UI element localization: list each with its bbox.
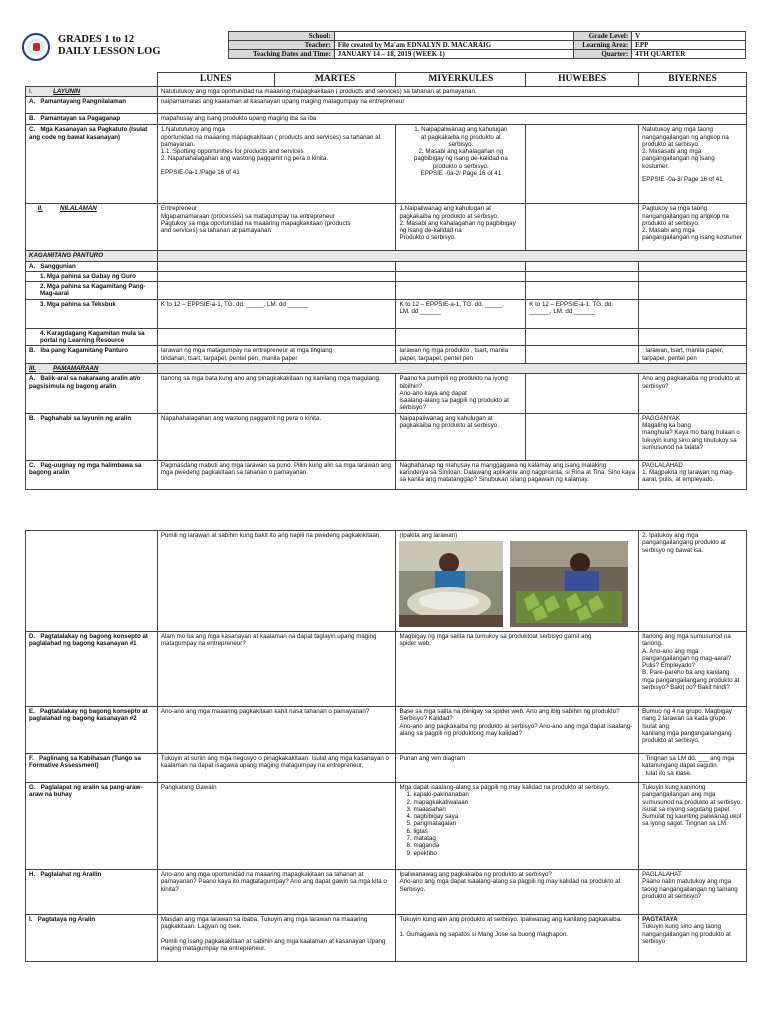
row-letter: A. <box>29 375 36 383</box>
row-label: Pagtatalakay ng bagong konsepto at paglalahad ng bagong kasanayan #1 <box>29 633 148 648</box>
fri-pagtatalakay-2: Bumuo ng 4 na grupo. Magbigay nang 2 larawan sa kada grupo. Isulat ang kanilang mga pangangailangang produkto at serbisyo. <box>639 707 747 754</box>
row-text: mapahusay ang isang produkto upang maging iba sa iba <box>157 114 746 125</box>
mon-nilalaman: Entrepreneur Mgapamamaraan (processes) sa matagumpay na entrepreneur Pagtukoy sa mga oportunidad na maaaring mapagkakitaan (products and services) sa tahanan at pamayanan <box>157 204 396 251</box>
thu-teksbuk: K to 12 – EPPSIE-a-1, TG. dd. ______, LM. dd ______ <box>526 299 639 328</box>
row-nilalaman <box>26 204 747 251</box>
fri-pag-uugnay: PAGLALAHAD 1. Magpakita ng larawan ng mag-aaral, pulis, at empleyado. <box>639 460 747 489</box>
row-label: 2. Mga pahina sa Kagamitang Pang-Mag-aaral <box>26 282 158 300</box>
row-paglinang <box>26 754 747 783</box>
fri-paglinang: . Tingnan sa LM dd. ___ ang mga katanungang dapat sagutin. . Iulat ito sa klase. <box>639 754 747 783</box>
nilalaman-heading: NILALAMAN <box>59 205 97 213</box>
day-lunes: LUNES <box>157 73 274 87</box>
wed-nilalaman: 1.Naipaliwanag ang kahulugan at pagkakaiba ng produkto at serbisyo. 2. Masabi ang kahalagahan ng pagbibigay ng isang de-kalidad na Produkto o serbisyo. <box>396 204 526 251</box>
pamamaraan-heading: PAMAMARAAN <box>53 364 99 372</box>
wed-pag-uugnay: Naghahanap ng mahusay na manggagawa ng kalamay ang isang malaking karinderya sa Siniloan. Dalawang aplikante ang nagprisinta, si Rina at Tina. Sino kaya sa kanila ang matatanggap? Sinubukan silang pagawain ng kalamay. <box>396 460 639 489</box>
mon-pagtatalakay-1: Alam mo ba ang mga kasanayan at kaalaman na dapat taglayin upang maging matagumpay na entrepreneur? <box>157 632 396 707</box>
wed-paghahabi: Naipapaliwanag ang kahulugan at pagkakaiba ng produkto at serbisyo. <box>396 413 526 460</box>
mon-continued: Pumili ng larawan at sabihin kung bakit ito ang napili na pwedeng pagkakikitaan. <box>157 531 396 632</box>
row-label: Iba pang Kagamitang Panturo <box>40 347 129 355</box>
row-pag-uugnay <box>26 460 747 489</box>
row-label: Pagtataya ng Aralin <box>37 916 96 923</box>
row-kagamitang-mag-aaral <box>26 282 747 300</box>
row-paglalahat <box>26 870 747 915</box>
row-pamantayang-pangnilalaman <box>26 97 747 114</box>
wed-paglinang: Punan ang ven diagram <box>396 754 639 783</box>
list-item: 2. mapagkakatiwalaan <box>413 799 635 806</box>
wed-pagtataya: Tukuyin kung alin ang produkto at serbisyo. Ipaliwanag ang kanilang pagkakaiba. 1. Gumagawa ng sapatos si Mang Jose sa buong maghapon. <box>396 915 639 962</box>
row-gabay-guro <box>26 271 747 281</box>
mon-pagtatalakay-2: Ano-ano ang mga maaaring pagkakitaan kahit nasa tahanan o pamayanan? <box>157 707 396 754</box>
row-teksbuk <box>26 299 747 328</box>
row-letter: H. <box>29 871 36 878</box>
document-title <box>58 34 161 58</box>
row-pagtatalakay-2 <box>26 707 747 754</box>
day-martes: MARTES <box>274 73 396 87</box>
list-item: 8. maganda <box>413 842 635 849</box>
row-label: Sanggunian <box>40 262 76 270</box>
fri-continued: 2. Ipatukoy ang mga pangangailangang produkto at serbisyo ng bawat isa. <box>639 531 747 632</box>
fri-iba-kagamitan: : larawan, tsart, manila paper, tarpapel, pentel pen <box>639 346 747 364</box>
fri-nilalaman: Pagtukoy sa mga taong nangangailangan ng angkop na produkto at serbisyo. 2. Masabi ang mga pangangailangan ng isang kostumer <box>639 204 747 251</box>
row-label: 4. Karagdagang Kagamitan mula sa portal ng Learning Resource <box>26 328 158 346</box>
row-label: Balik-aral sa nakaraang aralin at/o pagsisimula ng bagong aralin <box>29 375 141 390</box>
layunin-text: Natututukoy ang mga oportunidad na maaaring mapagkakitaan ( products and services) sa tahanan at pamayanan. <box>157 87 746 97</box>
row-label: Pag-uugnay ng mga halimbawa sa bagong aralin <box>29 461 142 477</box>
row-label: Pamantayan sa Pagaganap <box>40 115 121 123</box>
lesson-table-page1 <box>25 72 747 490</box>
wed-paglalapat-intro: Mga dapat isaalang-alang sa pagpili ng may kalidad na produkto at serbisyo. <box>399 784 610 791</box>
title-dll: DAILY LESSON LOG <box>58 46 161 57</box>
mon-paglalahat: Ano-ano ang mga oportunidad na maaaring mapagkakitaan sa tahanan at pamayanan? Paano kaya ito magtatagumpay? Ano ang dapat gawin sa mga kita o kinita? <box>157 870 396 915</box>
day-miyerkules: MIYERKULES <box>396 73 526 87</box>
row-text: naipamamalas ang kaalaman at kasanayan upang maging matagumpay na entrepreneur <box>157 97 746 114</box>
wed-balik-aral: Paano ka pumipili ng produkto na iyong bibilhin? Ano-ano kaya ang dapat isaalang-alang sa pagpili ng produkto at serbisyo? <box>396 374 526 413</box>
day-biyernes: BIYERNES <box>639 73 747 87</box>
row-letter: F. <box>29 755 34 762</box>
dates-value: JANUARY 14 – 18, 2019 (WEEK 1) <box>334 50 573 59</box>
row-label: Pagtatalakay ng bagong konsepto at paglalahad ng bagong kasanayan #2 <box>29 708 148 723</box>
mon-objectives: 1.Natututukoy ang mga oportunidad na maaaring mapagkakitaan ( products and services) sa tahanan at pamayanan. 1.1. Spotting opportunities for products and services 2. Napahahalagahan ang wastong paggamit ng pera o kinita. <box>160 126 381 163</box>
row-karagdagang-kagamitan <box>26 328 747 346</box>
row-kasanayan <box>26 125 747 204</box>
mon-teksbuk: K to 12 – EPPSIE-a-1, TG. dd. _____, LM. dd ______ <box>157 299 396 328</box>
wed-teksbuk: K to 12 – EPPSIE-a-1, TG. dd. _____, LM. dd ______ <box>396 299 526 328</box>
row-letter: C. <box>29 126 36 134</box>
fri-paglalapat: Tukuyin kung kaninong pangangailangan ang mga sumusunod na produkto at serbisyo. Isulat sa inyong sagutang papel. Sumulat ng kaunting paliwanag ukol sa iyong sagot. Tingnan sa LM. <box>639 783 747 870</box>
row-pagtataya <box>26 915 747 962</box>
quarter-label: Quarter: <box>574 50 632 59</box>
row-letter: C. <box>29 461 36 469</box>
row-balik-aral <box>26 374 747 413</box>
day-huwebes: HUWEBES <box>526 73 639 87</box>
row-label: 1. Mga pahina sa Gabay ng Guro <box>26 271 158 281</box>
row-layunin <box>26 87 747 97</box>
row-letter: E. <box>29 708 35 715</box>
fri-balik-aral: Ano ang pagkakaiba ng produkto at serbisyo? <box>639 374 747 413</box>
row-letter: B. <box>29 115 36 123</box>
photo-woman-preparing-food <box>399 541 503 627</box>
fri-objectives: Natutukoy ang mga taong nangangailangan ng angkop na produkto at serbisyo. 2. Masasabi ang mga pangangailangan ng isang kostumer. <box>642 126 729 170</box>
layunin-num: I. <box>29 88 33 95</box>
row-paghahabi <box>26 413 747 460</box>
header-info-table <box>228 31 746 59</box>
mon-pagtataya: Masdan ang mga larawan sa ibaba. Tukuyin ang mga larawan na maaaring pagkakitaan. Lagyan ng tsek. Pumili ng isang pagkakakitaan at sabihin ang mga kaalaman at kasanayan Upang maging matagumpay na entrepreneur. <box>157 915 396 962</box>
layunin-heading: LAYUNIN <box>53 88 81 95</box>
row-letter: A. <box>29 262 36 270</box>
list-item: 3. maaasahan <box>413 806 635 813</box>
wed-iba-kagamitan: larawan ng mga produkto , tsart, manila paper, tarpapel, pentel pen <box>396 346 526 364</box>
school-label: School: <box>229 32 335 41</box>
row-letter: B. <box>29 347 36 355</box>
teacher-label: Teacher: <box>229 41 335 50</box>
wed-objectives: 1. Naipapaliwanag ang kahulugan at pagkakaiba ng produkto at serbisyo. 2. Masabi ang kahalagahan ng pagbibigay ng isang de-kalidad na produkto o serbisyo. EPPSIE -0a-2/ Page 16 of 41 <box>396 125 526 204</box>
photo-woman-wrapping-kakanin <box>510 541 628 627</box>
fri-paglalahat: PAGLALAHAT Paano natin matutukoy ang mga taong nangangailangan ng tamang produkto at serbisyo? <box>639 870 747 915</box>
row-label: Paghahabi sa layunin ng aralin <box>40 414 132 422</box>
fri-pagtataya: Tukuyin kung sino ang taong nangangailangan ng produkto at serbisyo <box>642 923 731 945</box>
row-pagtatalakay-1 <box>26 632 747 707</box>
lesson-table-page2 <box>25 530 747 962</box>
area-value: EPP <box>632 41 746 50</box>
dates-label: Teaching Dates and Time: <box>229 50 335 59</box>
mon-iba-kagamitan: larawan ng mga matagumpay na entrepreneur at mga tingiang tindahan, tsart, tarpapel, pentel pen, manila paper <box>157 346 396 364</box>
row-iba-pang-kagamitan <box>26 346 747 364</box>
grade-value: V <box>632 32 746 41</box>
row-paglalapat <box>26 783 747 870</box>
wed-paglalahat: Ipaliwanawag ang pagkakaiba ng produkto at serbisyo? Ano-ano ang mga dapat isaalang-alang sa pagpili ng may kalidad na produkto at Serbisyo. <box>396 870 639 915</box>
mon-pag-uugnay: Pagmasdang mabuti ang mga larawan sa puno. Piliin kung alin sa mga larawan ang mga pwedeng pagkakitaan sa tahanan o pamayanan. <box>157 460 396 489</box>
fri-paghahabi: PAGGANYAK Magaling ka bang manghula? Kaya mo bang hulaan o tukuyin kung sino ang tinutukoy sa sumusunod na talata? <box>639 413 747 460</box>
deped-seal-logo <box>22 33 50 61</box>
fri-code: EPPSIE -0a-3/ Page 16 of 41 <box>642 176 723 184</box>
row-label: 3. Mga pahina sa Teksbuk <box>26 299 158 328</box>
wed-pagtatalakay-2: Base sa mga salita na ibinigay sa spider web. Ano ang ibig sabihin ng produkto? Serbisyo? Kalidad? Ano-ano ang pagkakaiba ng produkto at serbisyo? Ano-ano ang mga dapat isaalang-alang sa pagpili ng produktong may kalidad? <box>396 707 639 754</box>
row-letter: B. <box>29 414 36 422</box>
grade-label: Grade Level: <box>574 32 632 41</box>
row-label: Paglalahat ng Arallin <box>40 871 102 878</box>
row-sanggunian <box>26 261 747 271</box>
quality-criteria-list <box>399 791 635 857</box>
list-item: 4. nagbibigay saya <box>413 813 635 820</box>
row-letter: I. <box>29 916 33 923</box>
list-item: 6. ligtas <box>413 828 635 835</box>
row-letter: A. <box>29 98 36 106</box>
mon-balik-aral: Itanong sa mga bata kung ano ang pinagkakakitaan ng kanilang mga magulang. <box>157 374 396 413</box>
row-label: Mga Kasanayan sa Pagkatuto (Isulat ang code ng bawat kasanayan) <box>29 126 148 141</box>
days-row <box>26 73 747 87</box>
row-kagamitang-panturo <box>26 251 747 261</box>
mon-code: EPPSIE-0a-1 /Page 16 of 41 <box>160 168 240 176</box>
list-item: 9. epektibo <box>413 850 635 857</box>
list-item: 5. pangmatagalan <box>413 820 635 827</box>
row-pamamaraan <box>26 363 747 373</box>
school-value <box>334 32 573 41</box>
row-label: Pamantayang Pangnilalaman <box>40 98 126 106</box>
nilalaman-num: II. <box>37 205 43 213</box>
mon-paglinang: Tukuyin at suriin ang mga negosyo o pinagkakakitaan. Isulat ang mga kasanayan o kaalaman na dapat isagawa upang maging matagumpay na entrepreneur. <box>157 754 396 783</box>
row-letter: G. <box>29 784 36 791</box>
list-item: 7. matatag <box>413 835 635 842</box>
wed-pagtatalakay-1: Magbigay ng mga salita na tumukoy sa produktoat serbisyo gamit ang spider web. <box>396 632 639 707</box>
row-label: Paglinang sa Kabihasan (Tungo sa Formative Assessment) <box>29 755 141 770</box>
pamamaraan-num: III. <box>29 364 36 372</box>
list-item: 1. kapaki-pakinanaban <box>413 791 635 798</box>
mon-paglalapat: Pangkatang Gawain <box>157 783 396 870</box>
row-pamantayan-sa-pagaganap <box>26 114 747 125</box>
row-label: Paglalapat ng aralin sa pang-araw-araw na buhay <box>29 784 143 799</box>
wed-photo-caption: (Ipakita ang larawan) <box>399 532 458 539</box>
fri-pagtataya-heading: PAGTATAYA <box>642 916 678 923</box>
fri-pagtatalakay-1: Itanong ang mga sumusunod na tanong. A. Ano-ano ang mga pangangailangan ng mag-aaral? Pulis? Empleyado? B. Pare-pareho ba ang kanilang mga pangangailangang produkto at serbisyo? Bakit oo? Bakit hindi? <box>639 632 747 707</box>
title-grades: GRADES 1 to 12 <box>58 34 135 45</box>
row-letter: D. <box>29 633 36 640</box>
kagamitang-heading: KAGAMITANG PANTURO <box>26 251 158 261</box>
quarter-value: 4TH QUARTER <box>632 50 746 59</box>
teacher-value: File created by Ma'am EDNALYN D. MACARAIG <box>334 41 573 50</box>
mon-paghahabi: Napahahalagahan ang wastong paggamit ng pera o kinita. <box>157 413 396 460</box>
area-label: Learning Area: <box>574 41 632 50</box>
row-pag-uugnay-continued <box>26 531 747 632</box>
